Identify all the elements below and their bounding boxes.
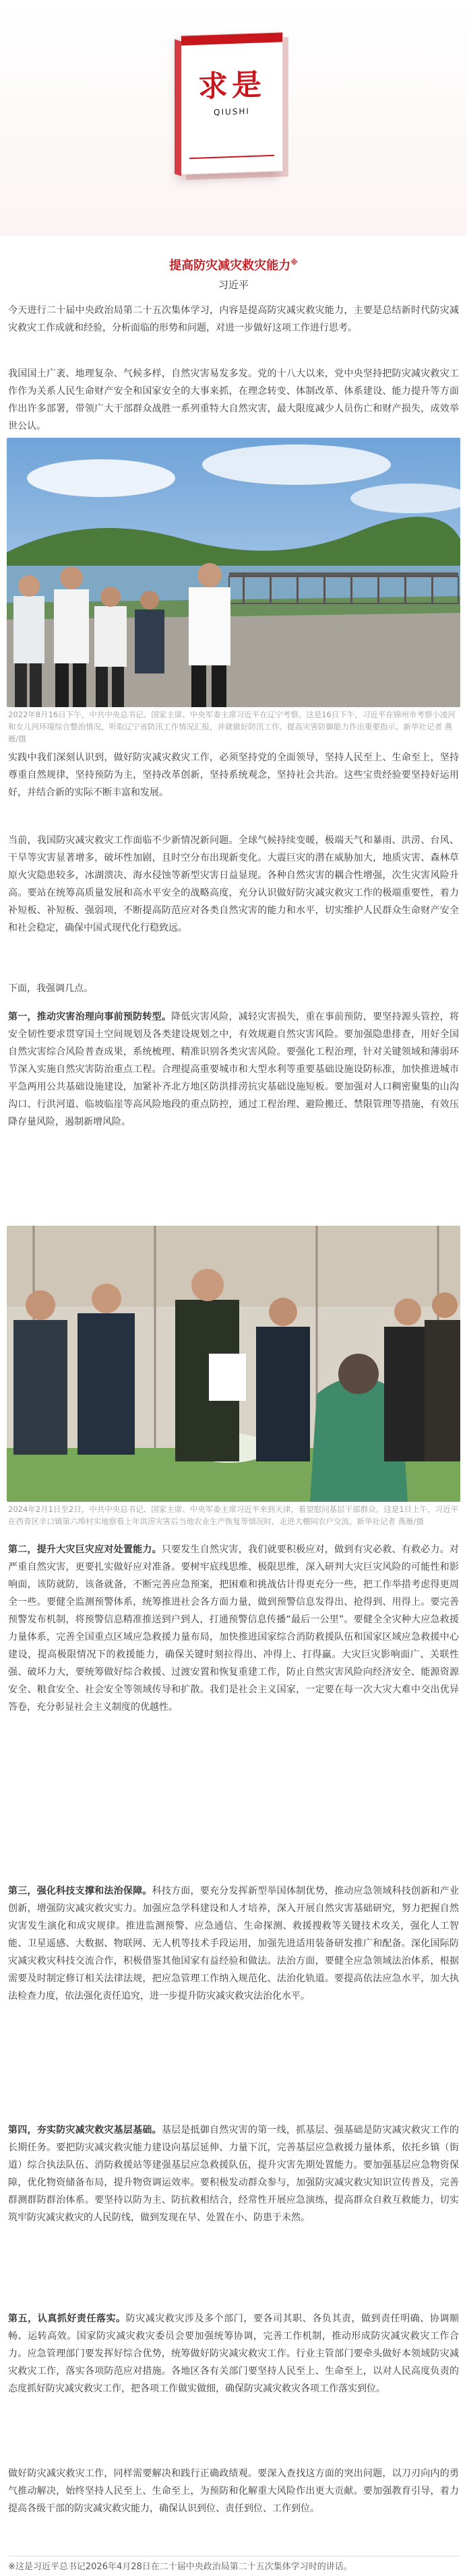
magazine-pinyin: QIUSHI [214,106,250,117]
point-three-body: 科技方面，要充分发挥新型举国体制优势，推动应急领域科技创新和产业创新，增强防灾减灾救灾实力。加强应急学科建设和人才培养，深入开展自然灾害基础研究，努力把握自然灾害发生演化和成灾规律。推进监测预警、应急通信、生命探测、救援搜救等关键技术攻关，强化人工智能、卫星遥感、大数据、物联网、无人机等技术手段运用，加强先进适用装备研发推广和配备。深化国际防灾减灾救灾科技交流合作，积极借鉴其他国家有益经验和做法。法治方面，要健全应急领域法治体系，根据需要及时制定修订相关法律法规，把应急管理工作纳入规范化、法治化轨道。要提高依法应急水平，加大执法检查力度，依法强化责任追究，进一步提升防灾减灾救灾法治化水平。 [8,1886,460,2002]
article-author: 习近平 [218,279,249,291]
cover-banner [0,0,467,236]
photo-greenhouse-visit-caption: 2024年2月1日至2日，中共中央总书记、国家主席、中央军委主席习近平来到天津，看望慰问基层干部群众。这是1日上午，习近平在西青区辛口镇第六埠村实地察看上年洪涝灾害后当地农业生产恢复等情况时，走进大棚同农户交流。新华社记者 燕雁/摄 [8,1505,459,1526]
photo-river-inspection-image [7,438,460,707]
magazine-title: 求是 [198,67,266,104]
footnote: ※这是习近平总书记2026年4月28日在二十届中央政治局第二十五次集体学习时的讲话。 [8,2556,459,2572]
paragraph-conclusion: 做好防灾减灾救灾工作，同样需要解决和践行正确政绩观。要深入查找这方面的突出问题，以刀刃向内的勇气推动解决，始终坚持人民至上、生命至上，为预防和化解重大风险作出更大贡献。要加强教育引导，着力提高各级干部的防灾减灾救灾能力，确保认识到位、责任到位、工作到位。 [8,2468,459,2514]
point-four-lead: 第四，夯实防灾减灾救灾基层基础。 [8,2125,162,2136]
point-two-body: 只要发生自然灾害，我们就要积极应对，做到有灾必救、有救必力。对严重自然灾害，更要扎实做好应对准备。要树牢底线思维、极限思维，深入研判大灾巨灾风险的可能性和影响面，该防就防，该备就备，不断完善应急预案，把困难和挑战估计得更充分一些，把工作举措考虑得更周全一些。要健全监测预警体系，统筹推进社会各方面力量，做到预警信息发得出、抢得到、用得上。要完善预警发布机制，将预警信息精准推送到户到人，打通预警信息传播“最后一公里”。要健全全灾种大应急救援力量体系，完善全国重点区域应急救援力量布局，加快推进国家综合消防救援队伍和国家区域应急救援中心建设，提高极限情况下的救援能力，确保关键时刻拉得出、冲得上、打得赢。大灾巨灾影响面广、关联性强、破坏力大，要统筹做好综合救援、过渡安置和恢复重建工作，防止自然灾害风险向经济安全、能源资源安全、粮食安全、社会安全等领域传导和扩散。我们是社会主义国家，一定要在每一次大灾大难中交出优异答卷，充分彰显社会主义制度的优越性。 [8,1544,460,1713]
paragraph-context: 我国国土广袤、地理复杂、气候多样，自然灾害易发多发。党的十八大以来，党中央坚持把防灾减灾救灾工作作为关系人民生命财产安全和国家安全的大事来抓，在理念转变、体制改革、体系建设、能力提升等方面作出许多部署，带领广大干部群众战胜一系列重特大自然灾害，最大限度减少人员伤亡和财产损失，成效举世公认。 [8,368,459,432]
magazine-divider [189,155,274,159]
article-title-text: 提高防灾减灾救灾能力 [169,259,291,273]
paragraph-transition: 下面，我强调几点。 [8,983,93,994]
magazine-top-band [181,32,282,45]
photo-river-inspection [7,438,460,707]
paragraph-current-situation: 当前，我国防灾减灾救灾工作面临不少新情况新问题。全球气候持续变暖，极端天气和暴雨、洪涝、台风、干旱等灾害显著增多，破坏性加剧，且时空分布出现新变化。大震巨灾的潜在威胁加大，地质灾害、森林草原火灾隐患较多，冰湖溃决、海水侵蚀等新型灾害日益显现。各种自然灾害的耦合性增强，次生灾害风险升高。要站在统筹高质量发展和高水平安全的战略高度，充分认识做好防灾减灾救灾工作的极端重要性，着力补短板、补短板、强弱项，不断提高防范应对各类自然灾害的能力和水平，切实维护人民群众生命财产安全和社会稳定，确保中国式现代化行稳致远。 [8,835,459,933]
paragraph-point-three [8,1882,459,2005]
point-one-body: 降低灾害风险，减轻灾害损失，重在事前预防，要坚持源头管控，将安全韧性要求贯穿国土空间规划及各类建设规划之中，有效规避自然灾害风险。要加强隐患排查，用好全国自然灾害综合风险普查成果，系统梳理、精准识别各类灾害风险。要强化工程治理，针对关键领域和薄弱环节深入实施自然灾害防治重点工程。合理提高重要城市和大型水利等重要基础设施设防标准，加快推进城市平急两用公共基础设施建设，加紧补齐北方地区防洪排涝抗灾基础设施短板。要加强对人口稠密聚集的山沟沟口、行洪河道、临坡临崖等高风险地段的重点防控，通过工程治理、避险搬迁、禁限管理等措施，有效压降存量风险，遏制新增风险。 [8,1012,460,1127]
paragraph-intro: 今天进行二十届中央政治局第二十五次集体学习，内容是提高防灾减灾救灾能力，主要是总结新时代防灾减灾救灾工作成就和经验，分析面临的形势和问题，对进一步做好这项工作进行思考。 [8,305,459,333]
point-one-lead: 第一，推动灾害治理向事前预防转型。 [8,1012,172,1022]
point-four-body: 基层是抵御自然灾害的第一线，抓基层、强基础是防灾减灾救灾工作的长期任务。要把防灾减灾救灾能力建设向基层延伸、力量下沉，完善基层应急救援力量体系，依托乡镇（街道）综合执法队伍、消防救援站等建强基层应急救援队伍，提升灾害先期处置能力。要加强基层应急物资保障，优化物资储备布局，提升物资调运效率。要积极发动群众参与，加强防灾减灾救灾知识宣传普及，完善群测群防群治体系。要坚持以防为主、防抗救相结合，经常性开展应急演练，提高群众自救互救能力，切实筑牢防灾减灾救灾的人民防线，做到发现在早、处置在小、防患于未然。 [8,2125,460,2223]
magazine-spine [175,39,181,176]
photo-greenhouse-visit-image [7,1226,460,1502]
point-three-lead: 第三，强化科技支撑和法治保障。 [8,1886,152,1896]
article-title-mark: ※ [290,258,298,267]
paragraph-point-one [8,1008,459,1131]
magazine-masthead: 中国共产党中央委员会机关刊 [197,48,267,57]
article-title [0,256,467,273]
point-two-lead: 第二，提升大灾巨灾应对处置能力。 [8,1544,162,1555]
magazine-cover [181,32,283,174]
paragraph-experience: 实践中我们深刻认识到，做好防灾减灾救灾工作，必须坚持党的全面领导，坚持人民至上、生命至上，坚持尊重自然规律，坚持预防为主，坚持改革创新，坚持系统观念，坚持社会共治。这些宝贵经验要坚持好运用好，并结合新的实际不断丰富和发展。 [8,752,459,798]
photo-river-inspection-caption: 2022年8月16日下午，中共中央总书记、国家主席、中央军委主席习近平在辽宁考察。这是16日下午，习近平在锦州市考察小凌河和女儿河环境综合整治情况，听取辽宁省防汛工作情况汇报，并就做好防汛工作、提高灾害防御能力作出重要指示。新华社记者 燕雁/摄 [8,710,456,744]
paragraph-point-five [8,2310,459,2398]
paragraph-point-two [8,1541,459,1716]
paragraph-point-four [8,2121,459,2226]
point-five-body: 防灾减灾救灾涉及多个部门，要各司其职、各负其责，做到责任明确、协调顺畅、运转高效。国家防灾减灾救灾委员会要加强统筹协调，完善工作机制，推动形成防灾减灾救灾工作合力。应急管理部门要发挥好综合优势，统筹做好防灾减灾救灾工作。行业主管部门要牵头做好本领域防灾减灾救灾工作，落实各项防范应对措施。各地区各有关部门要坚持人民至上、生命至上，以对人民高度负责的态度抓好防灾减灾救灾工作，把各项工作做实做细，确保防灾减灾救灾各项工作落实到位。 [8,2313,460,2394]
photo-greenhouse-visit [7,1226,460,1502]
point-five-lead: 第五，认真抓好责任落实。 [8,2313,126,2324]
